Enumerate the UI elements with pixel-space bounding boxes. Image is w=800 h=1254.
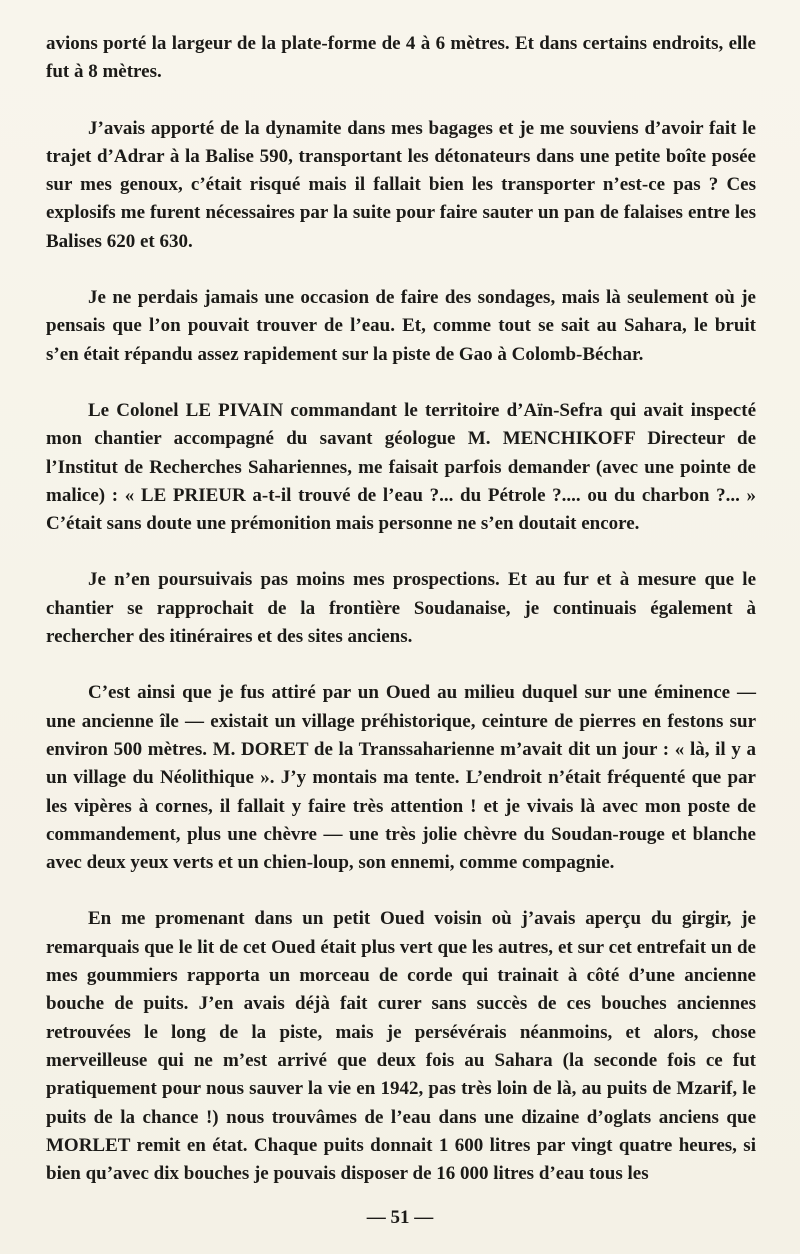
body-text	[46, 30, 756, 1188]
paragraph-6: C’est ainsi que je fus attiré par un Oued au milieu duquel sur une éminence — une ancienne île — existait un village préhistorique, ceinture de pierres en festons sur environ 500 mètres. M. DORET de la Transsaharienne m’avait dit un jour : « là, il y a un village du Néolithique ». J’y montais ma tente. L’endroit n’était fréquenté que par les vipères à cornes, il fallait y faire très attention ! et je vivais là avec mon poste de commandement, plus une chèvre — une très jolie chèvre du Soudan-rouge et blanche avec deux yeux verts et un chien-loup, son ennemi, comme compagnie.	[46, 682, 756, 874]
paragraph-5: Je n’en poursuivais pas moins mes prospections. Et au fur et à mesure que le chantier se rapprochait de la frontière Soudanaise, je continuais également à rechercher des itinéraires et des sites anciens.	[46, 569, 756, 648]
paragraph-7: En me promenant dans un petit Oued voisin où j’avais aperçu du girgir, je remarquais que le lit de cet Oued était plus vert que les autres, et sur cet entrefait un de mes goummiers rapporta un morceau de corde qui trainait à côté d’une ancienne bouche de puits. J’en avais déjà fait curer sans succès de ces bouches anciennes retrouvées le long de la piste, mais je persévérais néanmoins, et alors, chose merveilleuse qui ne m’est arrivé que deux fois au Sahara (la seconde fois ce fut pratiquement pour nous sauver la vie en 1942, pas très loin de là, au puits de Mzarif, le puits de la chance !) nous trouvâmes de l’eau dans une dizaine d’oglats anciens que MORLET remit en état. Chaque puits donnait 1 600 litres par vingt quatre heures, si bien qu’avec dix bouches je pouvais disposer de 16 000 litres d’eau tous les	[46, 908, 756, 1185]
page-number: — 51 —	[366, 1207, 434, 1228]
paragraph-1: avions porté la largeur de la plate-forme de 4 à 6 mètres. Et dans certains endroits, elle fut à 8 mètres.	[46, 33, 756, 83]
paragraph-4: Le Colonel LE PIVAIN commandant le territoire d’Aïn-Sefra qui avait inspecté mon chantier accompagné du savant géologue M. MENCHIKOFF Directeur de l’Institut de Recherches Sahariennes, me faisait parfois demander (avec une pointe de malice) : « LE PRIEUR a-t-il trouvé de l’eau ?... du Pétrole ?.... ou du charbon ?... » C’était sans doute une prémonition mais personne ne s’en doutait encore.	[46, 399, 756, 535]
paragraph-2: J’avais apporté de la dynamite dans mes bagages et je me souviens d’avoir fait le trajet d’Adrar à la Balise 590, transportant les détonateurs dans une petite boîte posée sur mes genoux, c’était risqué mais il fallait bien les transporter n’est-ce pas ? Ces explosifs me furent nécessaires par la suite pour faire sauter un pan de falaises entre les Balises 620 et 630.	[46, 117, 756, 252]
paragraph-3: Je ne perdais jamais une occasion de faire des sondages, mais là seulement où je pensais que l’on pouvait trouver de l’eau. Et, comme tout se sait au Sahara, le bruit s’en était répandu assez rapidement sur la piste de Gao à Colomb-Béchar.	[46, 287, 756, 365]
